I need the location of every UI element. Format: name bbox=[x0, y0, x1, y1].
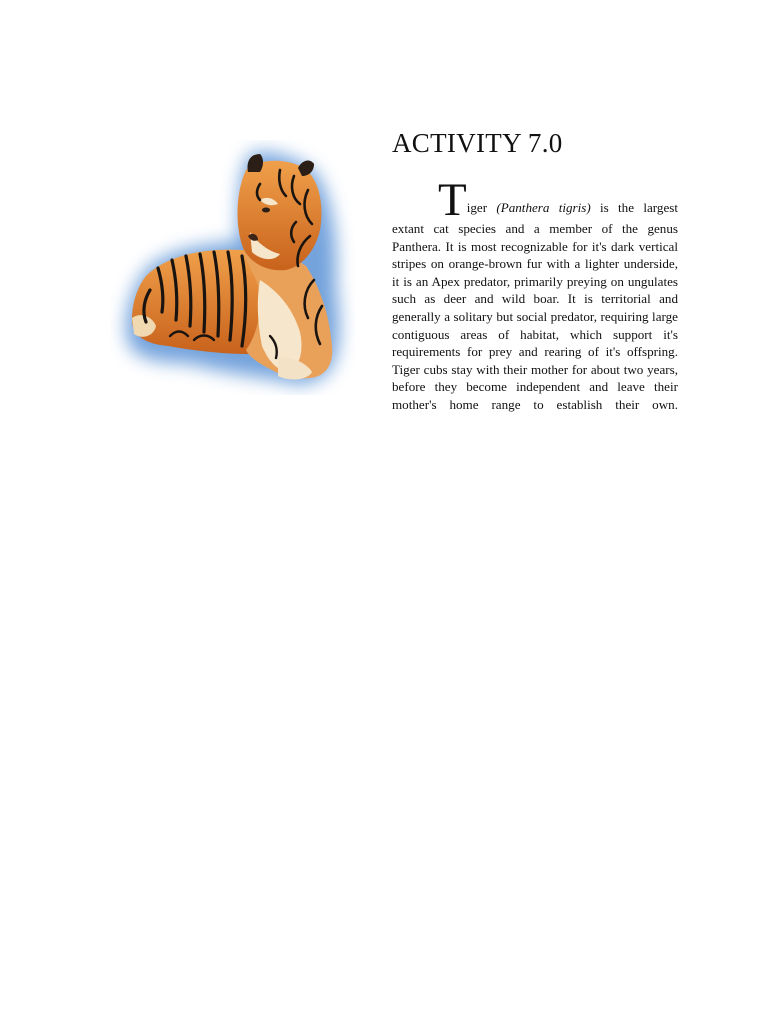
activity-heading: ACTIVITY 7.0 bbox=[392, 128, 563, 158]
scientific-name: (Panthera tigris) bbox=[496, 200, 591, 215]
tiger-picture bbox=[110, 140, 355, 395]
tiger-icon bbox=[110, 140, 355, 395]
lead-text: iger bbox=[466, 200, 497, 215]
tiger-description bbox=[392, 174, 678, 414]
drop-cap: T bbox=[438, 174, 467, 226]
body-text: is the largest extant cat species and a member of the genus Panthera. It is most recognizable for it's dark vertical stripes on orange-brown fur with a lighter underside, it is an Apex predator, primarily preying on ungulates such as deer and wild boar. It is territorial and generally a solitary but social predator, requiring large contiguous areas of habitat, which support it's requirements for prey and rearing of it's offspring. Tiger cubs stay with their mother for about two years, before they become independent and leave their mother's home range to establish their own. bbox=[392, 200, 678, 412]
